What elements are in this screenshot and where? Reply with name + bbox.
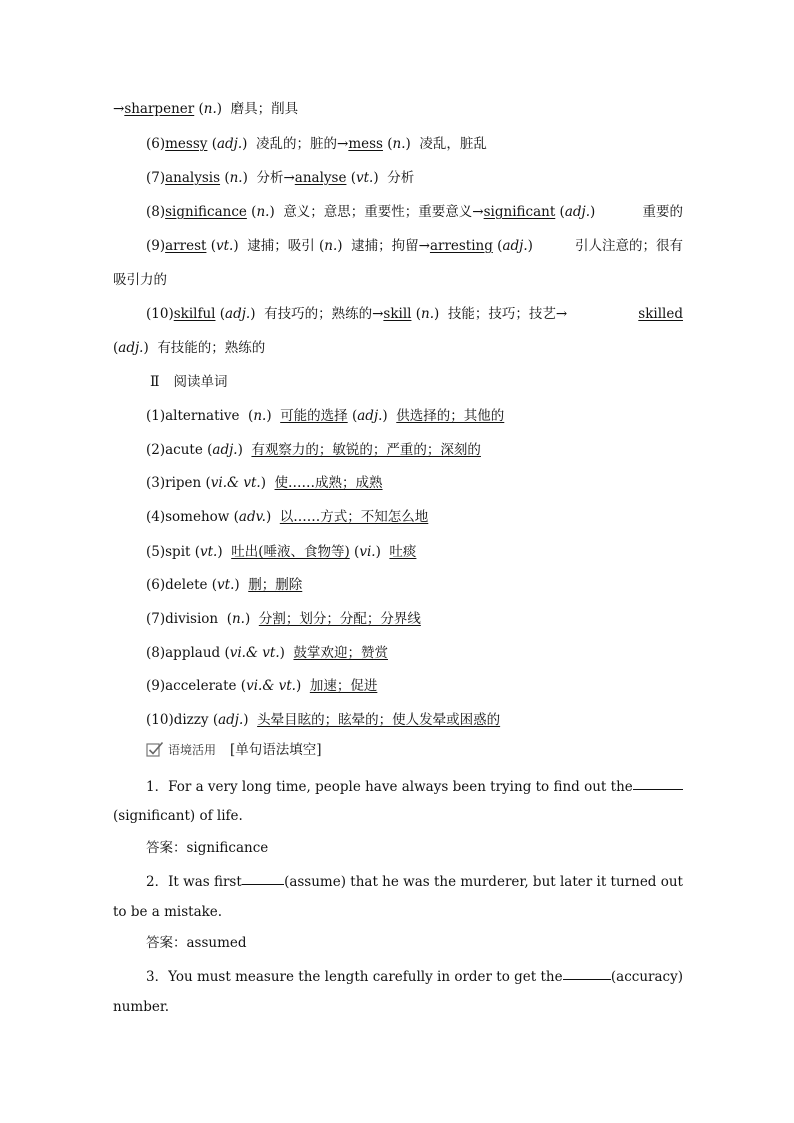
practice-title: [单句语法填空] <box>230 742 322 758</box>
question-1 <box>146 775 683 799</box>
vocab-word: acute <box>165 442 203 458</box>
answer-label: 答案： <box>146 935 187 951</box>
answer-blank <box>633 775 683 790</box>
question-3 <box>146 965 683 989</box>
reading-word-item: (5)spit (vt.) 吐出(唾液、食物等) (vi.) 吐痰 <box>146 544 417 560</box>
question-text: number. <box>113 999 170 1015</box>
vocab-line-messy: (6)messy (adj.) 凌乱的；脏的→mess (n.) 凌乱，脏乱 <box>146 136 487 152</box>
meaning: 分割；划分；分配；分界线 <box>258 611 421 627</box>
item-number: (2) <box>146 442 166 458</box>
answer-label: 答案： <box>146 840 187 856</box>
part-of-speech: n. <box>253 408 267 424</box>
meaning: 意义；意思；重要性；重要意义→ <box>283 204 484 220</box>
reading-word-item: (3)ripen (vi.& vt.) 使……成熟；成熟 <box>146 475 383 491</box>
question-1-cont <box>113 804 683 828</box>
part-of-speech: vt. <box>217 577 235 593</box>
meaning: 吐痰 <box>389 544 417 560</box>
meaning: 磨具；削具 <box>230 101 299 117</box>
reading-word-item: (8)applaud (vi.& vt.) 鼓掌欢迎；赞赏 <box>146 645 388 661</box>
section-number: Ⅱ <box>150 374 160 390</box>
vocab-word: somehow <box>165 509 230 525</box>
meaning: 逮捕；拘留→ <box>351 238 430 254</box>
meaning: 凌乱，脏乱 <box>419 136 487 152</box>
vocab-word: dizzy <box>173 712 209 728</box>
item-number: (8) <box>146 645 166 661</box>
vocab-word-derived: mess <box>348 136 383 152</box>
question-text: to be a mistake. <box>113 904 223 920</box>
vocab-word: applaud <box>165 645 221 661</box>
vocab-word: sharpener <box>124 101 195 117</box>
checkbox-check-icon <box>146 741 164 765</box>
part-of-speech: adj. <box>218 712 244 728</box>
question-text: 3．You must measure the length carefully in order to get the <box>146 969 563 985</box>
part-of-speech: vt. <box>356 170 374 186</box>
meaning: 以……方式；不知怎么地 <box>279 509 429 525</box>
vocab-word-derived: skill <box>383 306 412 322</box>
vocab-word: skilful <box>173 306 216 322</box>
vocab-word: analysis <box>165 170 221 186</box>
vocab-line-arrest-cont <box>113 268 683 292</box>
practice-label: 语境活用 <box>168 743 217 757</box>
question-2 <box>146 870 683 894</box>
part-of-speech: adj. <box>212 442 238 458</box>
vocab-word-derived: skilled <box>638 306 683 322</box>
part-of-speech: vi.& vt. <box>246 678 296 694</box>
vocab-word-derived: significant <box>483 204 556 220</box>
part-of-speech: n. <box>421 306 435 322</box>
practice-header <box>146 738 716 762</box>
meaning: 技能；技巧；技艺→ <box>447 306 568 322</box>
question-2-cont <box>113 900 683 924</box>
answer-text: significance <box>186 840 269 856</box>
part-of-speech: vt. <box>200 544 218 560</box>
question-text: 2．It was first <box>146 874 242 890</box>
answer-text: assumed <box>186 935 247 951</box>
vocab-word-derived: analyse <box>294 170 347 186</box>
part-of-speech: adj. <box>225 306 251 322</box>
part-of-speech: vi.& vt. <box>210 475 261 491</box>
meaning: 鼓掌欢迎；赞赏 <box>293 645 388 661</box>
question-text: 1．For a very long time, people have always been trying to find out the <box>146 779 633 795</box>
reading-word-item: (9)accelerate (vi.& vt.) 加速；促进 <box>146 678 378 694</box>
reading-word-item: (2)acute (adj.) 有观察力的；敏锐的；严重的；深刻的 <box>146 442 481 458</box>
answer-1 <box>146 836 683 860</box>
question-text: (significant) of life. <box>113 808 243 824</box>
meaning: 加速；促进 <box>309 678 378 694</box>
item-number: (7) <box>146 611 166 627</box>
part-of-speech: n. <box>231 611 245 627</box>
section-heading <box>150 370 720 394</box>
item-number: (8) <box>146 204 166 220</box>
item-number: (3) <box>146 475 166 491</box>
vocab-word: spit <box>165 544 191 560</box>
meaning-continued: 吸引力的 <box>113 272 167 288</box>
item-number: (7) <box>146 170 166 186</box>
vocab-word: arrest <box>165 238 207 254</box>
question-text: (accuracy) <box>610 969 683 985</box>
vocab-word-derived: arresting <box>429 238 493 254</box>
part-of-speech: adj. <box>118 340 144 356</box>
part-of-speech: vt. <box>216 238 234 254</box>
item-number: (6) <box>146 577 166 593</box>
vocab-word: messy <box>165 136 208 152</box>
meaning: 供选择的；其他的 <box>396 408 505 424</box>
part-of-speech: adj. <box>564 204 590 220</box>
vocab-line-arrest: (9)arrest (vt.) 逮捕；吸引 (n.) 逮捕；拘留→arresting (adj.) 引人注意的；很有 <box>146 234 683 258</box>
vocab-line-sharpener: →sharpener (n.) 磨具；削具 <box>113 101 299 117</box>
meaning: 逮捕；吸引 <box>247 238 315 254</box>
meaning: 有观察力的；敏锐的；严重的；深刻的 <box>251 442 481 458</box>
part-of-speech: adv. <box>238 509 266 525</box>
vocab-word: delete <box>165 577 208 593</box>
arrow: → <box>113 101 125 117</box>
answer-blank <box>563 965 611 980</box>
meaning: 有技能的；熟练的 <box>157 340 266 356</box>
meaning: 使……成熟；成熟 <box>274 475 383 491</box>
meaning: 重要的 <box>642 204 683 220</box>
meaning: 可能的选择 <box>280 408 348 424</box>
vocab-word: significance <box>165 204 247 220</box>
reading-word-item: (6)delete (vt.) 删；删除 <box>146 577 303 593</box>
item-number: (5) <box>146 544 166 560</box>
vocab-word: alternative <box>165 408 240 424</box>
meaning: 删；删除 <box>248 577 303 593</box>
part-of-speech: n. <box>203 101 217 117</box>
vocab-line-significance: (8)significance (n.) 意义；意思；重要性；重要意义→significant (adj.) 重要的 <box>146 200 683 224</box>
vocab-line-analysis: (7)analysis (n.) 分析→analyse (vt.) 分析 <box>146 170 415 186</box>
item-number: (10) <box>146 306 174 322</box>
question-text: (assume) that he was the murderer, but later it turned out <box>284 874 683 890</box>
vocab-word: division <box>165 611 219 627</box>
reading-word-item: (1)alternative (n.) 可能的选择 (adj.) 供选择的；其他的 <box>146 408 505 424</box>
section-title: 阅读单词 <box>173 374 228 390</box>
meaning: 分析 <box>387 170 415 186</box>
meaning: 头晕目眩的；眩晕的；使人发晕或困惑的 <box>257 712 501 728</box>
meaning: 引人注意的；很有 <box>575 238 683 254</box>
reading-word-item: (4)somehow (adv.) 以……方式；不知怎么地 <box>146 509 429 525</box>
part-of-speech: n. <box>256 204 270 220</box>
part-of-speech: vi. <box>359 544 376 560</box>
item-number: (1) <box>146 408 166 424</box>
meaning: 吐出(唾液、食物等) <box>231 544 350 560</box>
part-of-speech: vi.& vt. <box>229 645 280 661</box>
question-3-cont <box>113 995 683 1019</box>
reading-word-item: (7)division (n.) 分割；划分；分配；分界线 <box>146 611 421 627</box>
reading-word-item: (10)dizzy (adj.) 头晕目眩的；眩晕的；使人发晕或困惑的 <box>146 712 501 728</box>
part-of-speech: n. <box>324 238 338 254</box>
vocab-line-skilful-cont: (adj.) 有技能的；熟练的 <box>113 340 266 356</box>
part-of-speech: n. <box>229 170 243 186</box>
part-of-speech: adj. <box>357 408 383 424</box>
meaning: 凌乱的；脏的→ <box>256 136 349 152</box>
item-number: (9) <box>146 238 166 254</box>
part-of-speech: adj. <box>216 136 243 152</box>
answer-2 <box>146 931 683 955</box>
meaning: 有技巧的；熟练的→ <box>264 306 384 322</box>
item-number: (9) <box>146 678 166 694</box>
item-number: (6) <box>146 136 166 152</box>
meaning: 分析→ <box>256 170 295 186</box>
item-number: (4) <box>146 509 166 525</box>
part-of-speech: adj. <box>502 238 528 254</box>
vocab-line-skilful: (10)skilful (adj.) 有技巧的；熟练的→skill (n.) 技能；技巧；技艺→ skilled <box>146 302 683 326</box>
vocab-word: accelerate <box>165 678 237 694</box>
answer-blank <box>242 870 284 885</box>
item-number: (10) <box>146 712 174 728</box>
part-of-speech: n. <box>392 136 406 152</box>
vocab-word: ripen <box>165 475 202 491</box>
